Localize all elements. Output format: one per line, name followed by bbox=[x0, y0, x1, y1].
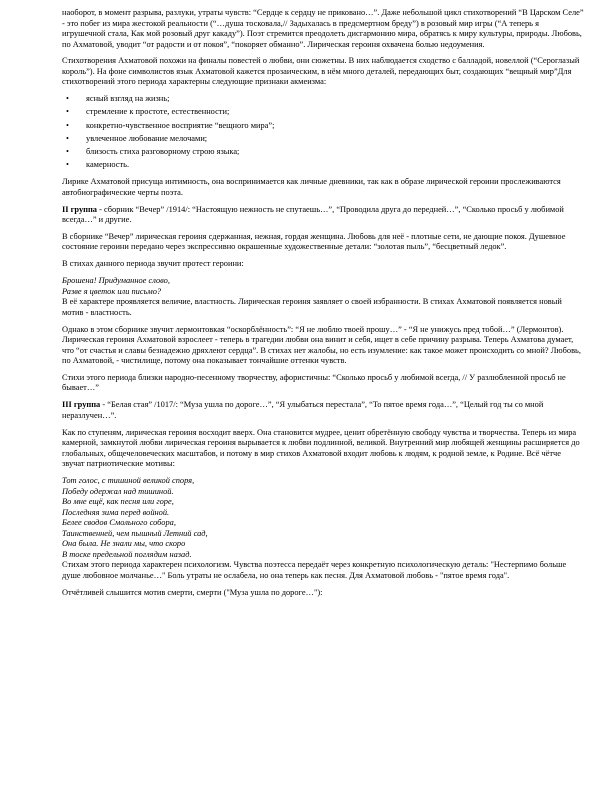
poem-line: Разве я цветок или письмо? bbox=[62, 286, 162, 296]
list-item: • близость стиха разговорному строю языка; bbox=[62, 147, 584, 158]
group-3-heading: III группа bbox=[62, 400, 101, 410]
poem-line: Брошена! Придуманное слово, bbox=[62, 276, 170, 286]
list-item: • увлеченное любование мелочами; bbox=[62, 134, 584, 145]
group-3-text: - “Белая стая” /1017/: “Муза ушла по дороге…”, “Я улыбаться перестала”, “То пятое время года…”, “Целый год ты со мной неразлучен…”. bbox=[62, 400, 544, 420]
paragraph-majesty: В её характере проявляется величие, властность. Лирическая героиня заявляет о своей избранности. В стихах Ахматовой появляется новый мотив - властность. bbox=[62, 297, 562, 317]
group-2-heading: II группа bbox=[62, 204, 97, 214]
paragraph-ballad-similarity: Стихотворения Ахматовой похожи на финалы повестей о любви, они сюжетны. В них наблюдается сходство с балладой, новеллой (“Сероглазый король”). На фоне символистов язык Ахматовой кажется прозаическим, в нём много деталей, передающих быт, создающих “вещный мир”Для стихотворений этого периода характерны следующие признаки акмеизма: bbox=[62, 56, 580, 87]
paragraph-ascent: Как по ступеням, лирическая героиня восходит вверх. Она становится мудрее, ценит обретённую свободу чувства и творчества. Теперь из мира камерной, замкнутой любви лирическая героиня вырывается к любви подлинной, великой. Внутренний мир любящей женщины расширяется до глобальных, общечеловеческих масштабов, и потому в мир стихов Ахматовой входит любовь к людям, к родной земле, к Родине. Всё чётче звучат патриотические мотивы: bbox=[62, 427, 580, 469]
paragraph-vecher: В сборнике “Вечер” лирическая героиня сдержанная, нежная, гордая женщина. Любовь для неё - плотные сети, не дающие покоя. Душевное состояние героини передано через экспрессивно окрашенные художественные детали: “золотая пыль”, “бесцветный ледок”. bbox=[62, 231, 566, 252]
list-item: • камерность. bbox=[62, 160, 584, 171]
list-item: • конкретно-чувственное восприятие “вещного мира”; bbox=[62, 121, 584, 132]
list-item: • стремление к простоте, естественности; bbox=[62, 107, 584, 118]
poem-quote-1 bbox=[62, 276, 584, 297]
paragraph-lermontov: Однако в этом сборнике звучит лермонтовкая “оскорблённость”: “Я не люблю твоей прошу…” - “Я не унижусь пред тобой…” (Лермонтов). Лирическая героиня Ахматовой взрослеет - теперь в трагедии любви она винит и себя, ищет в себе причину разрыва. Теперь Ахматова думает, что “от счастья и славы безнадежно дряхлеют сердца”. В стихах нет жалобы, но есть изумление: как такое может происходить со мной? Любовь, по Ахматовой, - чистилище, потому она показывает тончайшие оттенки чувств. bbox=[62, 324, 581, 366]
paragraph-psychologism: Стихам этого периода характерен психологизм. Чувства поэтесса передаёт через конкретную психологическую деталь: "Нестерпимо больше душе любовное молчанье…" Боль утраты не ослабела, но она теперь как песня. Для Ахматовой любовь - "пятое время года". bbox=[62, 560, 567, 580]
poem-line: Тот голос, с тишиной великой споря, bbox=[62, 476, 195, 486]
document-page bbox=[62, 8, 584, 604]
paragraph-death-motif: Отчётливей слышится мотив смерти, смерти ("Муза ушла по дороге…"): bbox=[62, 587, 323, 597]
poem-line: Она была. Не знали мы, что скоро bbox=[62, 539, 186, 549]
paragraph-folk: Стихи этого периода близки народно-песенному творчеству, афористичны: “Сколько просьб у любимой всегда, // У разлюбленной просьб не бывает…” bbox=[62, 372, 566, 393]
poem-line: В тоске предельной поглядим назад. bbox=[62, 549, 192, 559]
paragraph-protest: В стихах данного периода звучит протест героини: bbox=[62, 259, 244, 269]
poem-quote-2 bbox=[62, 476, 584, 560]
poem-line: Победу одержал над тишиной. bbox=[62, 486, 174, 496]
paragraph-group-2 bbox=[62, 205, 584, 226]
list-item: • ясный взгляд на жизнь; bbox=[62, 94, 584, 105]
paragraph-tsarskoe-selo: наоборот, в момент разрыва, разлуки, утраты чувств: “Сердце к сердцу не приковано…”. Даже небольшой цикл стихотворений “В Царском Селе” - это побег из мира жестокой реальности (“…душа тосковала,// Задыхалась в предсмертном бреду”) в розовый мир игры (“А теперь я игрушечной стала, Как мой розовый друг какаду”). Поэт стремится преодолеть дисгармонию мира, обратясь к миру культуры, природы. Любовь, по Ахматовой, уводит “от радости и от покоя”, “покоряет обманно”. Лирическая героиня охвачена болью недоумения. bbox=[62, 8, 584, 49]
paragraph-intimacy: Лирике Ахматовой присуща интимность, она воспринимается как личные дневники, так как в образе лирической героини прослеживаются автобиографические черты поэта. bbox=[62, 177, 561, 197]
group-2-text: - сборник “Вечер” /1914/: “Настоящую нежность не спутаешь…”, “Проводила друга до передней…”, “Сколько просьб у любимой всегда…” и другие. bbox=[62, 204, 564, 224]
poem-line: Во мне ещё, как песня или горе, bbox=[62, 497, 174, 507]
poem-line: Последняя зима перед войной. bbox=[62, 507, 170, 517]
acmeism-features-list bbox=[62, 94, 584, 170]
poem-line: Таинственней, чем пышный Летний сад, bbox=[62, 528, 208, 538]
paragraph-group-3 bbox=[62, 400, 584, 421]
poem-line: Белее сводов Смольного собора, bbox=[62, 518, 176, 528]
